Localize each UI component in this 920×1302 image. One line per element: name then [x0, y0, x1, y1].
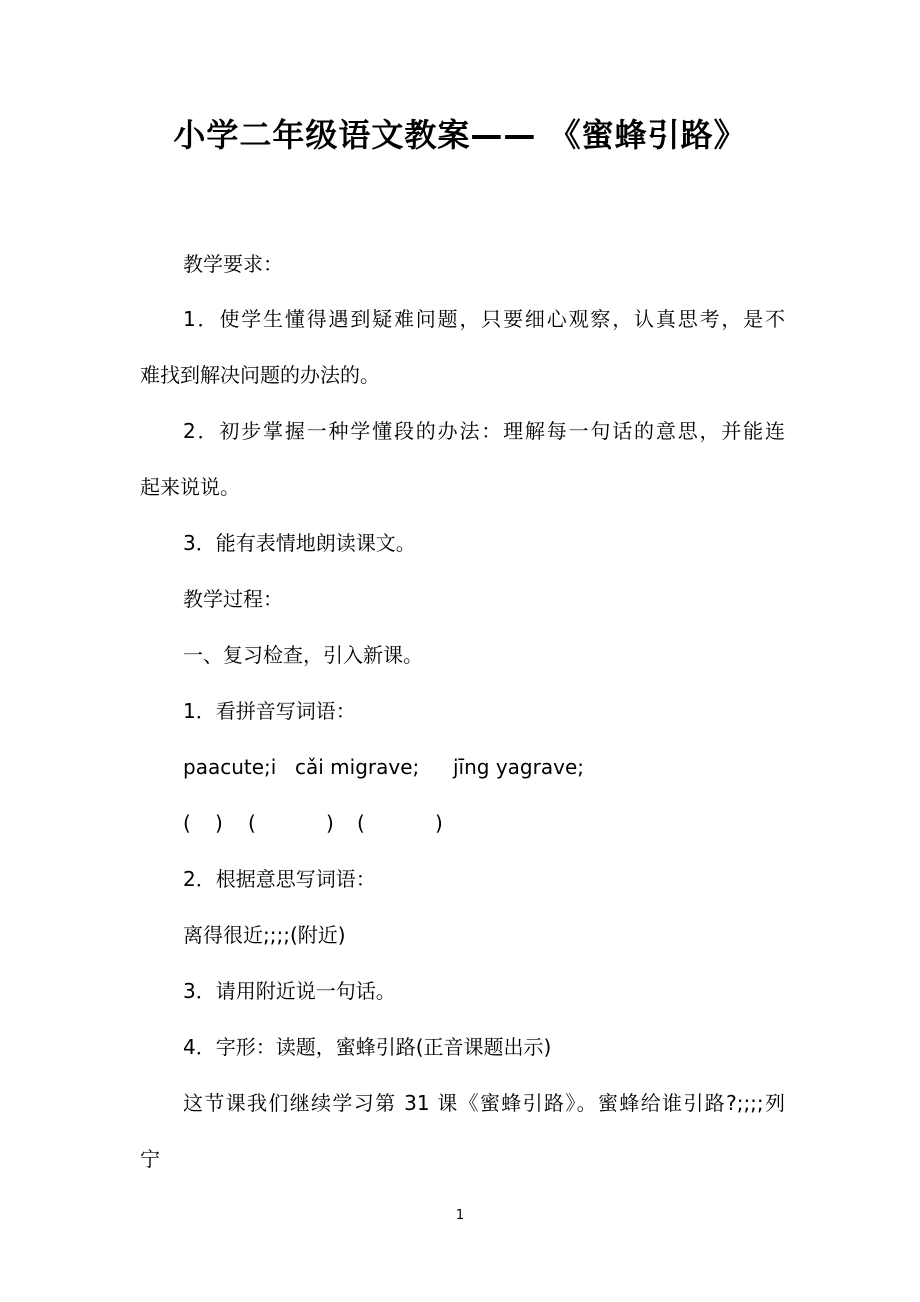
requirement-3: 3．能有表情地朗读课文。 — [183, 531, 416, 555]
step-3: 3．请用附近说一句话。 — [183, 979, 396, 1003]
requirement-2-line-2: 起来说说。 — [140, 475, 240, 499]
step-1: 1．看拼音写词语： — [183, 699, 356, 723]
blank-open: ( — [183, 811, 191, 835]
document-title: 小学二年级语文教案—— 《蜜蜂引路》 — [173, 116, 747, 154]
page-number: 1 — [455, 1208, 465, 1223]
requirement-1-line-1: 1．使学生懂得遇到疑难问题，只要细心观察，认真思考，是不 — [183, 307, 785, 331]
blank-close: ) — [215, 811, 223, 835]
pinyin-item: jīng yagrave; — [453, 755, 584, 779]
pinyin-item: cǎi migrave; — [295, 755, 420, 779]
blank-close: ) — [435, 811, 443, 835]
step-2-item: 离得很近;;;;(附近) — [183, 923, 346, 947]
step-2: 2．根据意思写词语： — [183, 867, 376, 891]
process-heading: 教学过程： — [183, 587, 283, 611]
section-1-heading: 一、复习检查，引入新课。 — [183, 643, 423, 667]
requirements-heading: 教学要求： — [183, 252, 283, 276]
blank-close: ) — [326, 811, 334, 835]
closing-line-1: 这节课我们继续学习第 31 课《蜜蜂引路》。蜜蜂给谁引路?;;;;列 — [183, 1091, 785, 1115]
pinyin-item: paacute;i — [183, 755, 277, 779]
requirement-1-line-2: 难找到解决问题的办法的。 — [140, 363, 380, 387]
blank-open: ( — [248, 811, 256, 835]
closing-line-2: 宁 — [140, 1147, 160, 1171]
step-4: 4．字形：读题，蜜蜂引路(正音课题出示) — [183, 1035, 552, 1059]
pinyin-row — [183, 752, 743, 782]
blank-open: ( — [357, 811, 365, 835]
answer-blanks-row — [183, 808, 743, 838]
requirement-2-line-1: 2．初步掌握一种学懂段的办法：理解每一句话的意思，并能连 — [183, 419, 785, 443]
